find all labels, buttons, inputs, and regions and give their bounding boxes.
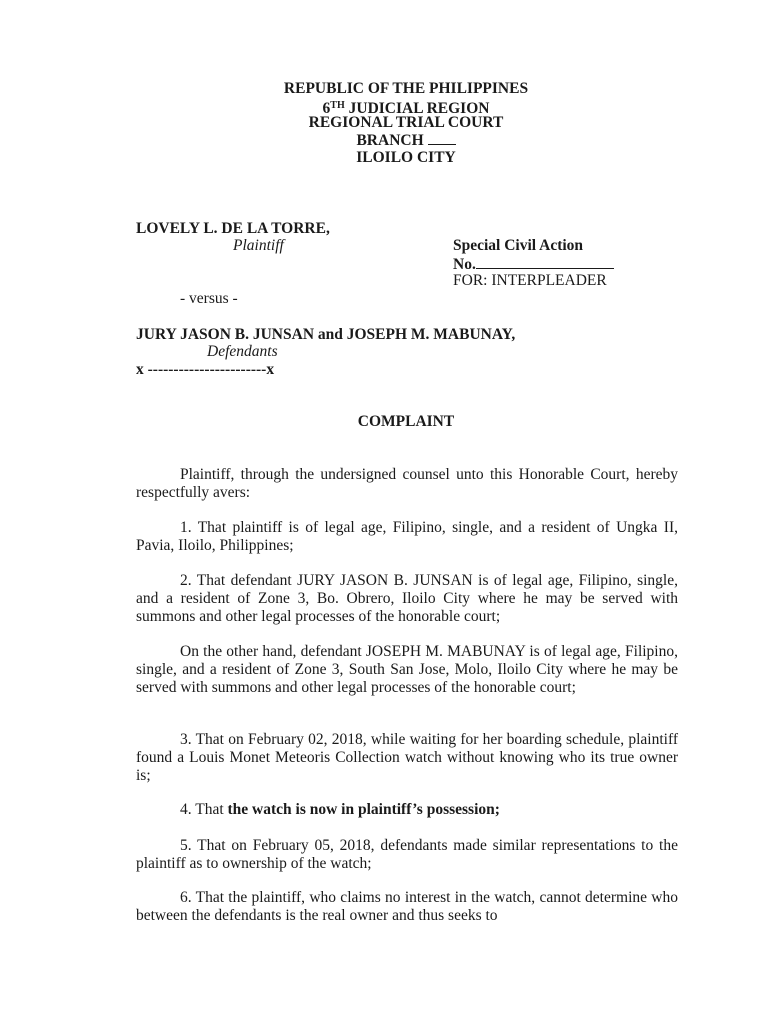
court-header-republic: REPUBLIC OF THE PHILIPPINES (283, 80, 529, 97)
defendants-names: JURY JASON B. JUNSAN and JOSEPH M. MABUNAY, (136, 326, 516, 343)
document-title: COMPLAINT (357, 413, 455, 430)
case-type: Special Civil Action (453, 237, 584, 254)
case-for: FOR: INTERPLEADER (453, 272, 607, 289)
paragraph-4: 4. That the watch is now in plaintiff’s possession; (180, 801, 500, 818)
paragraph-4-emphasis: the watch is now in plaintiff’s possession; (227, 801, 500, 818)
region-number: 6 (322, 100, 331, 117)
paragraph-intro: Plaintiff, through the undersigned counsel unto this Honorable Court, hereby respectfully avers: (136, 466, 678, 501)
court-header-branch (0, 131, 768, 150)
defendants-role: Defendants (207, 343, 278, 360)
region-suffix: TH (330, 100, 345, 111)
caption-separator: x -----------------------x (136, 361, 275, 378)
branch-label: BRANCH (356, 132, 424, 149)
case-number-blank (476, 255, 614, 269)
court-header-city: ILOILO CITY (356, 149, 456, 166)
paragraph-3: 3. That on February 02, 2018, while waiting for her boarding schedule, plaintiff found a Louis Monet Meteoris Collection watch without knowing who its true owner is; (136, 731, 678, 784)
court-header-rtc: REGIONAL TRIAL COURT (308, 114, 504, 131)
paragraph-5: 5. That on February 05, 2018, defendants made similar representations to the plaintiff as to ownership of the watch; (136, 837, 678, 872)
paragraph-1: 1. That plaintiff is of legal age, Filipino, single, and a resident of Ungka II, Pavia, Iloilo, Philippines; (136, 519, 678, 554)
region-label: JUDICIAL REGION (344, 100, 490, 117)
paragraph-2b: On the other hand, defendant JOSEPH M. MABUNAY is of legal age, Filipino, single, and a resident of Zone 3, South San Jose, Molo, Iloilo City where he may be served with summons and other legal processes of the honorable court; (136, 643, 678, 696)
plaintiff-name: LOVELY L. DE LA TORRE, (136, 220, 330, 237)
plaintiff-role: Plaintiff (233, 237, 284, 254)
versus-label: - versus - (180, 290, 238, 307)
paragraph-2: 2. That defendant JURY JASON B. JUNSAN is of legal age, Filipino, single, and a resident of Zone 3, Bo. Obrero, Iloilo City where he may be served with summons and other legal processes of the honorable court; (136, 572, 678, 625)
case-number-label: No. (453, 256, 476, 273)
branch-blank (428, 131, 456, 145)
paragraph-6: 6. That the plaintiff, who claims no interest in the watch, cannot determine who between the defendants is the real owner and thus seeks to (136, 889, 678, 924)
